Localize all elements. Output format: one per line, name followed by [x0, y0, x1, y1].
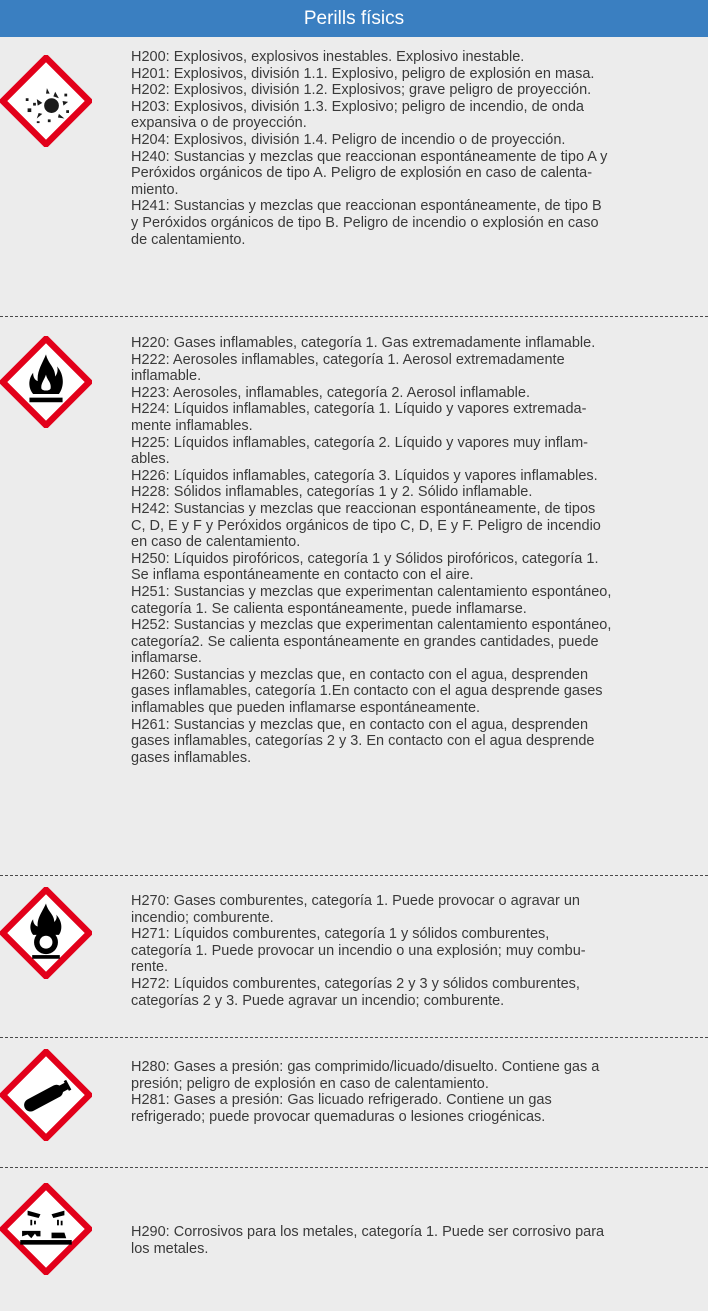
statement-line: H260: Sustancias y mezclas que, en contacto con el agua, desprenden — [131, 666, 589, 683]
statement-line: H226: Líquidos inflamables, categoría 3. Líquidos y vapores inflamables. — [131, 467, 598, 484]
statement-line: H201: Explosivos, división 1.1. Explosivo, peligro de explosión en masa. — [131, 65, 595, 82]
section-divider — [0, 316, 708, 317]
statement-line: H222: Aerosoles inflamables, categoría 1. Aerosol extremadamente — [131, 351, 565, 368]
statement-line: expansiva o de proyección. — [131, 115, 307, 132]
statement-line: H224: Líquidos inflamables, categoría 1. Líquido y vapores extremada- — [131, 401, 587, 418]
statement-line: H242: Sustancias y mezclas que reaccionan espontáneamente, de tipos — [131, 500, 596, 517]
statement-line: H250: Líquidos pirofóricos, categoría 1 y Sólidos pirofóricos, categoría 1. — [131, 550, 599, 567]
statement-line: rente. — [131, 959, 169, 976]
statement-line: H270: Gases comburentes, categoría 1. Puede provocar o agravar un — [131, 893, 580, 909]
statement-line: H261: Sustancias y mezclas que, en contacto con el agua, desprenden — [131, 716, 589, 733]
statement-line: de calentamiento. — [131, 231, 246, 248]
statement-line: H252: Sustancias y mezclas que experimentan calentamiento espontáneo, — [131, 617, 612, 634]
statement-line: inflamables que pueden inflamarse espontáneamente. — [131, 700, 481, 717]
hazard-statements-explosive — [131, 49, 691, 248]
statement-line: gases inflamables. — [131, 749, 252, 766]
statement-line: H228: Sólidos inflamables, categorías 1 y 2. Sólido inflamable. — [131, 484, 533, 501]
section-divider — [0, 875, 708, 876]
statement-line: presión; peligro de explosión en caso de calentamiento. — [131, 1075, 489, 1092]
section-title: Perills físics — [303, 8, 405, 29]
statement-line: H220: Gases inflamables, categoría 1. Gas extremadamente inflamable. — [131, 335, 596, 351]
statement-line: categoría 1. Se calienta espontáneamente, puede inflamarse. — [131, 600, 527, 617]
statement-line: Peróxidos orgánicos de tipo A. Peligro de explosión en caso de calenta- — [131, 165, 593, 182]
section-divider — [0, 1167, 708, 1168]
statement-line: categorías 2 y 3. Puede agravar un incendio; comburente. — [131, 992, 505, 1009]
statement-line: H271: Líquidos comburentes, categoría 1 y sólidos comburentes, — [131, 926, 550, 943]
statement-line: H202: Explosivos, división 1.2. Explosivos; grave peligro de proyección. — [131, 82, 592, 99]
statement-line: H281: Gases a presión: Gas licuado refrigerado. Contiene un gas — [131, 1092, 552, 1109]
statement-line: gases inflamables, categorías 2 y 3. En contacto con el agua desprende — [131, 733, 595, 750]
statement-line: refrigerado; puede provocar quemaduras o lesiones criogénicas. — [131, 1108, 546, 1125]
statement-line: H200: Explosivos, explosivos inestables. Explosivo inestable. — [131, 49, 525, 65]
gas-cylinder-icon — [0, 1049, 92, 1141]
statement-line: H240: Sustancias y mezclas que reaccionan espontáneamente de tipo A y — [131, 148, 608, 165]
statement-line: en caso de calentamiento. — [131, 534, 301, 551]
hazard-statements-gas-pressure — [131, 1059, 691, 1125]
statement-line: inflamarse. — [131, 650, 202, 667]
statement-line: inflamable. — [131, 368, 202, 385]
statement-line: H251: Sustancias y mezclas que experimentan calentamiento espontáneo, — [131, 583, 612, 600]
corrosion-icon — [0, 1183, 92, 1275]
flame-icon — [0, 336, 92, 428]
hazard-statements-corrosive — [131, 1224, 691, 1257]
statement-line: H204: Explosivos, división 1.4. Peligro de incendio o de proyección. — [131, 131, 566, 148]
statement-line: H241: Sustancias y mezclas que reaccionan espontáneamente, de tipo B — [131, 198, 602, 215]
statement-line: categoría2. Se calienta espontáneamente en grandes cantidades, puede — [131, 633, 599, 650]
statement-line: ables. — [131, 451, 170, 468]
statement-line: H223: Aerosoles, inflamables, categoría 2. Aerosol inflamable. — [131, 384, 530, 401]
flame-over-circle-icon — [0, 887, 92, 979]
explosive-icon — [0, 55, 92, 147]
statement-line: los metales. — [131, 1240, 209, 1257]
hazard-statements-oxidizing — [131, 893, 691, 1009]
statement-line: C, D, E y F y Peróxidos orgánicos de tipo C, D, E y F. Peligro de incendio — [131, 517, 601, 534]
statement-line: H280: Gases a presión: gas comprimido/licuado/disuelto. Contiene gas a — [131, 1059, 600, 1075]
statement-line: mente inflamables. — [131, 417, 253, 434]
statement-line: y Peróxidos orgánicos de tipo B. Peligro de incendio o explosión en caso — [131, 214, 599, 231]
hazard-statements-flammable — [131, 335, 691, 766]
statement-line: categoría 1. Puede provocar un incendio o una explosión; muy combu- — [131, 942, 586, 959]
statement-line: incendio; comburente. — [131, 909, 274, 926]
statement-line: miento. — [131, 181, 179, 198]
statement-line: H272: Líquidos comburentes, categorías 2 y 3 y sólidos comburentes, — [131, 975, 580, 992]
statement-line: H290: Corrosivos para los metales, categoría 1. Puede ser corrosivo para — [131, 1224, 605, 1240]
statement-line: Se inflama espontáneamente en contacto con el aire. — [131, 567, 474, 584]
statement-line: H225: Líquidos inflamables, categoría 2. Líquido y vapores muy inflam- — [131, 434, 588, 451]
statement-line: H203: Explosivos, división 1.3. Explosivo; peligro de incendio, de onda — [131, 98, 584, 115]
section-divider — [0, 1037, 708, 1038]
section-header — [0, 0, 708, 37]
statement-line: gases inflamables, categoría 1.En contacto con el agua desprende gases — [131, 683, 603, 700]
